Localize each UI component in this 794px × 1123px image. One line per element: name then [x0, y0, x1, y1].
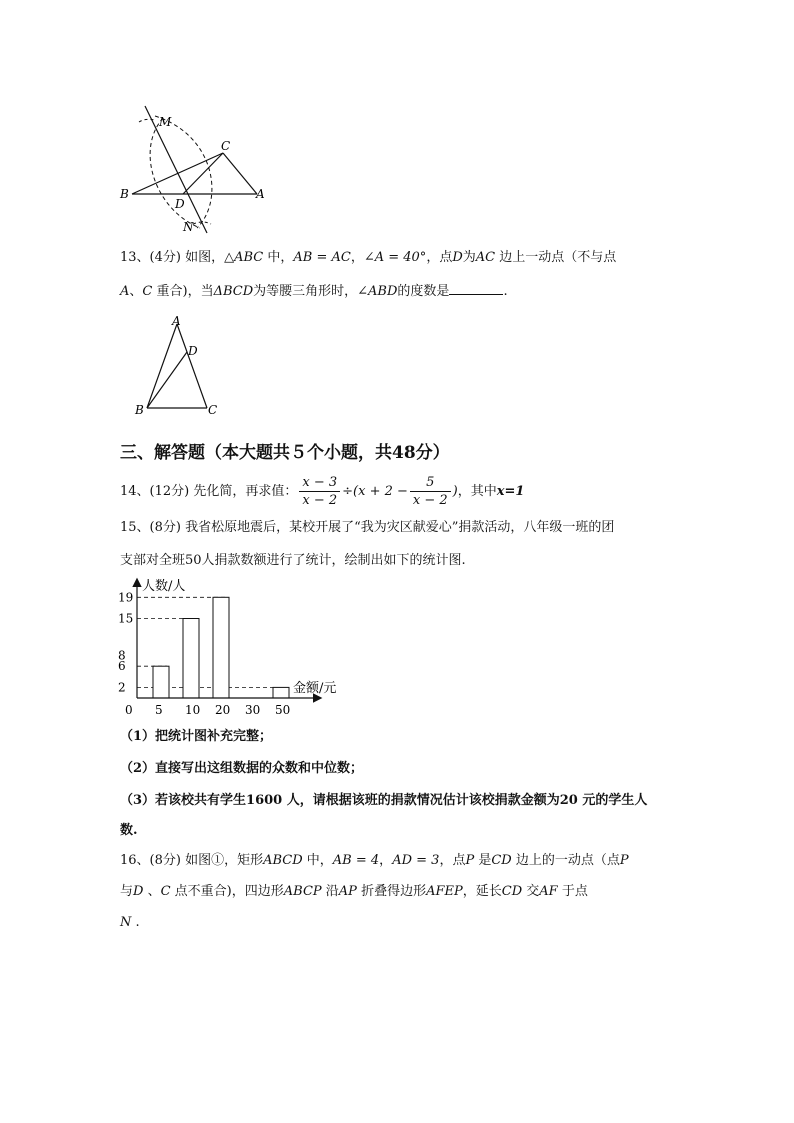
- label-d: D: [175, 197, 185, 211]
- x-tick-label: 10: [185, 703, 201, 717]
- x-tick-label: 20: [215, 703, 231, 717]
- q16-line3: N .: [120, 915, 140, 930]
- label-c2: C: [208, 403, 218, 417]
- label-b2: B: [135, 403, 144, 417]
- x-tick-label: 0: [125, 703, 133, 717]
- y-tick-label: 19: [118, 590, 134, 605]
- x-axis-label: 金额/元: [293, 681, 337, 696]
- q15-sub3-cont: 数.: [120, 823, 138, 838]
- q15-sub3: （3）若该校共有学生1600 人，请根据该班的捐款情况估计该校捐款金额为20 元的学生人: [120, 793, 648, 808]
- label-n: N: [183, 220, 194, 234]
- x-tick-label: 30: [245, 703, 261, 717]
- x-tick-label: 5: [155, 703, 163, 717]
- bar-10: [183, 619, 199, 699]
- figure-isosceles-triangle: [130, 312, 230, 422]
- q16-line2: 与D 、C 点不重合)，四边形ABCP 沿AP 折叠得边形AFEP，延长CD 交AF 于点: [120, 884, 588, 899]
- fraction-2: $\frac{5}{x - 2}$: [410, 474, 451, 509]
- label-m: M: [159, 115, 172, 129]
- bar-5: [153, 666, 169, 698]
- label-a2: A: [172, 314, 181, 328]
- figure-perpendicular-bisector: [115, 100, 275, 240]
- donation-bar-chart: [115, 575, 355, 720]
- x-tick-label: 50: [275, 703, 291, 717]
- bar-50: [273, 687, 289, 698]
- y-tick-label: 6: [118, 659, 126, 674]
- section-title: 三、解答题（本大题共５个小题，共48分）: [120, 443, 450, 463]
- y-tick-label: 8: [118, 648, 126, 663]
- q15-line2: 支部对全班50人捐款数额进行了统计，绘制出如下的统计图.: [120, 553, 466, 568]
- label-b: B: [120, 187, 129, 201]
- q15-sub2: （2）直接写出这组数据的众数和中位数；: [120, 761, 364, 776]
- y-tick-label: 15: [118, 611, 134, 626]
- y-axis-label: 人数/人: [142, 579, 186, 594]
- q13-line2: A、C 重合)，当ΔBCD为等腰三角形时，∠ABD的度数是 .: [120, 284, 508, 299]
- bar-20: [213, 597, 229, 698]
- q15-line1: 15、(8分) 我省松原地震后，某校开展了“我为灾区献爱心”捐款活动，八年级一班的团: [120, 520, 615, 535]
- fraction-1: $\frac{x - 3}{x - 2}$: [299, 474, 340, 509]
- q14-line: 14、(12分) 先化简，再求值： $\frac{x - 3}{x - 2}$ ÷(x + 2 − $\frac{5}{x - 2}$ )，其中x=1: [120, 475, 525, 508]
- q16-line1: 16、(8分) 如图①，矩形ABCD 中，AB = 4，AD = 3，点P 是CD 边上的一动点（点P: [120, 853, 629, 868]
- label-a: A: [256, 187, 265, 201]
- label-c: C: [221, 139, 231, 153]
- label-d2: D: [188, 344, 198, 358]
- answer-blank: [449, 282, 503, 295]
- y-tick-label: 2: [118, 680, 126, 695]
- q13-line1: 13、(4分) 如图，△ABC 中，AB = AC，∠A = 40°，点D为AC 边上一动点（不与点: [120, 250, 617, 265]
- q15-sub1: （1）把统计图补充完整；: [120, 729, 273, 744]
